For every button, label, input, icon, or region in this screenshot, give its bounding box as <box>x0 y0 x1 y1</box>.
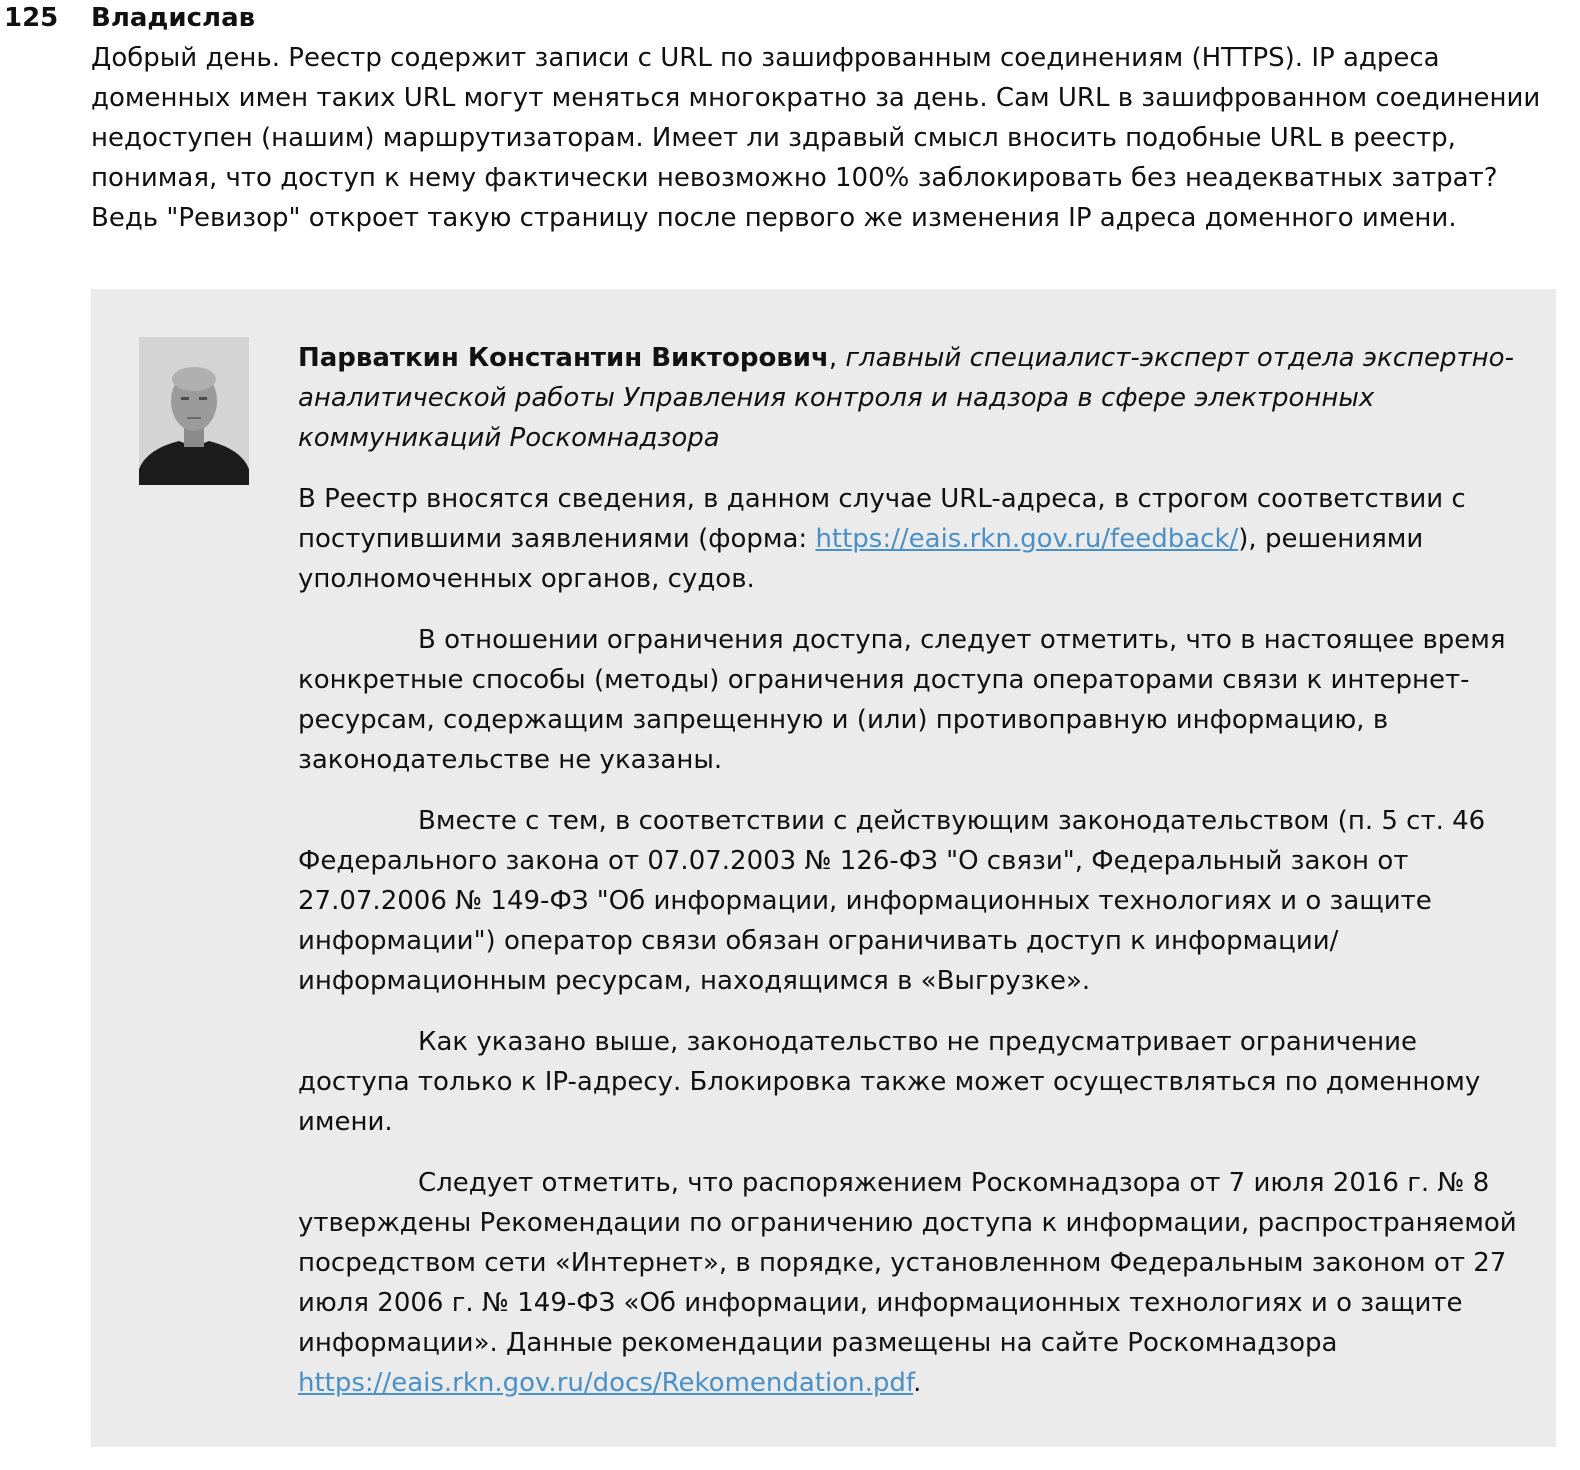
answer-panel <box>91 289 1556 1447</box>
avatar-photo <box>139 337 249 485</box>
question-number: 125 <box>4 3 59 33</box>
question-author: Владислав <box>91 3 256 33</box>
feedback-link[interactable]: https://eais.rkn.gov.ru/feedback/ <box>815 524 1239 554</box>
answer-paragraph-1-text: В Реестр вносятся сведения, в данном случае URL-адреса, в строгом соответствии с поступившими заявлениями (форма: <box>298 484 1466 554</box>
expert-name: Парваткин Константин Викторович <box>298 343 829 373</box>
expert-title: главный специалист-эксперт отдела экспертно-аналитической работы Управления контроля и надзора в сфере электронных коммуникаций Роскомнадзора <box>298 343 1514 453</box>
question-text: Добрый день. Реестр содержит записи с URL по зашифрованным соединениям (HTTPS). IP адреса доменных имен таких URL могут меняться многократно за день. Сам URL в зашифрованном соединении недоступен (нашим) маршрутизаторам. Имеет ли здравый смысл вносить подобные URL в реестр, понимая, что доступ к нему фактически невозможно 100% заблокировать без неадекватных затрат? Ведь "Ревизор" откроет такую страницу после первого же изменения IP адреса доменного имени. <box>91 43 1541 233</box>
expert-heading <box>298 338 1533 458</box>
answer-paragraph-3: Вместе с тем, в соответствии с действующим законодательством (п. 5 ст. 46 Федерального закона от 07.07.2003 № 126-ФЗ "О связи", Федеральный закон от 27.07.2006 № 149-ФЗ "Об информации, информационных технологиях и о защите информации") оператор связи обязан ограничивать доступ к информации/информационным ресурсам, находящимся в «Выгрузке». <box>298 806 1486 996</box>
answer-paragraph-1-tail: ), решениями уполномоченных органов, судов. <box>298 524 1424 594</box>
recommendation-pdf-link[interactable]: https://eais.rkn.gov.ru/docs/Rekomendation.pdf <box>298 1368 914 1398</box>
expert-separator: , <box>828 343 846 373</box>
avatar <box>139 337 249 485</box>
answer-paragraph-2: В отношении ограничения доступа, следует отметить, что в настоящее время конкретные способы (методы) ограничения доступа операторами связи к интернет-ресурсам, содержащим запрещенную и (или) противоправную информацию, в законодательстве не указаны. <box>298 625 1506 775</box>
answer-paragraph-4: Как указано выше, законодательство не предусматривает ограничение доступа только к IP-адресу. Блокировка также может осуществляться по доменному имени. <box>298 1027 1481 1137</box>
answer-paragraph-5-text: Следует отметить, что распоряжением Роскомнадзора от 7 июля 2016 г. № 8 утверждены Рекомендации по ограничению доступа к информации, распространяемой посредством сети «Интернет», в порядке, установленном Федеральным законом от 27 июля 2006 г. № 149-ФЗ «Об информации, информационных технологиях и о защите информации». Данные рекомендации размещены на сайте Роскомнадзора <box>298 1168 1517 1358</box>
answer-body <box>298 338 1533 1424</box>
answer-paragraph-1 <box>298 479 1533 599</box>
answer-paragraph-5 <box>298 1163 1533 1403</box>
answer-paragraph-5-tail: . <box>913 1368 922 1398</box>
